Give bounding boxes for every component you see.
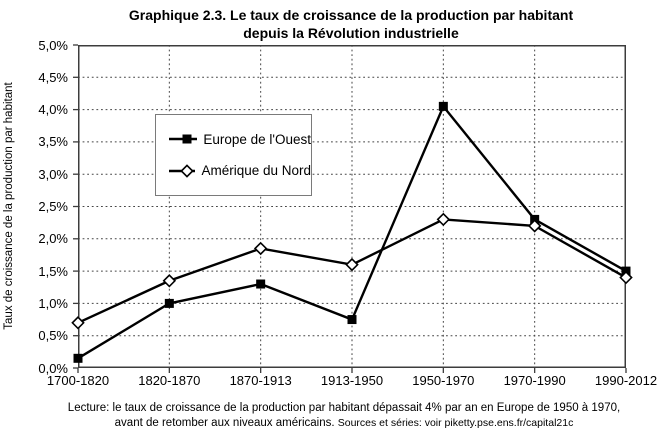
y-tick-label: 2,5% xyxy=(38,199,68,214)
filled-square-marker xyxy=(74,354,83,363)
filled-square-marker xyxy=(165,299,174,308)
x-tick-label: 1970-1990 xyxy=(503,373,566,388)
y-tick-label: 4,0% xyxy=(38,102,68,118)
filled-square-marker xyxy=(348,315,357,324)
legend-label: Europe de l'Ouest xyxy=(203,131,311,147)
x-tick-label: 1700-1820 xyxy=(46,373,110,388)
chart-title xyxy=(32,6,670,42)
y-tick-label: 3,0% xyxy=(38,166,68,182)
y-tick-label: 3,5% xyxy=(38,134,68,150)
filled-square-marker xyxy=(183,135,192,144)
y-tick-label: 1,5% xyxy=(38,263,68,279)
y-tick-label: 1,0% xyxy=(38,295,68,311)
y-tick-label: 2,0% xyxy=(38,231,68,247)
footer-note xyxy=(20,401,668,430)
y-tick-label: 0,5% xyxy=(38,328,68,344)
x-tick-label: 1913-1950 xyxy=(320,373,384,388)
plot-area xyxy=(78,45,626,368)
chart-title-line2: depuis la Révolution industrielle xyxy=(243,25,459,41)
x-tick-label: 1820-1870 xyxy=(138,373,201,388)
y-tick-label: 4,5% xyxy=(38,69,68,85)
open-diamond-marker xyxy=(438,214,449,225)
footer-line2 xyxy=(20,416,668,431)
open-diamond-marker xyxy=(72,317,83,328)
filled-square-marker xyxy=(439,102,448,111)
legend-item-amerique xyxy=(169,163,311,178)
open-diamond-marker-icon xyxy=(169,164,195,178)
legend-label: Amérique du Nord xyxy=(201,163,311,179)
legend-item-europe xyxy=(169,132,311,147)
x-tick-label: 1990-2012 xyxy=(594,373,658,388)
x-tick-label: 1950-1970 xyxy=(412,373,475,388)
open-diamond-marker xyxy=(164,275,175,286)
y-axis-title: Taux de croissance de la production par habitant xyxy=(3,82,15,330)
filled-square-marker-icon xyxy=(169,132,197,146)
footer-line1: Lecture: le taux de croissance de la production par habitant dépassait 4% par an en Europe de 1950 à 1970, xyxy=(67,402,621,414)
x-tick-label: 1870-1913 xyxy=(229,373,292,388)
open-diamond-marker xyxy=(181,165,192,176)
y-tick-label: 5,0% xyxy=(38,37,68,53)
filled-square-marker xyxy=(256,280,265,289)
chart-title-line1: Graphique 2.3. Le taux de croissance de la production par habitant xyxy=(128,7,574,23)
open-diamond-marker xyxy=(255,243,266,254)
y-tick-label: 0,0% xyxy=(38,360,68,376)
open-diamond-marker xyxy=(346,259,357,270)
legend xyxy=(155,114,312,196)
footer-line2-main: avant de retomber aux niveaux américains. xyxy=(114,416,338,429)
footer-source: Sources et séries: voir piketty.pse.ens.fr/capital21c xyxy=(337,416,574,429)
